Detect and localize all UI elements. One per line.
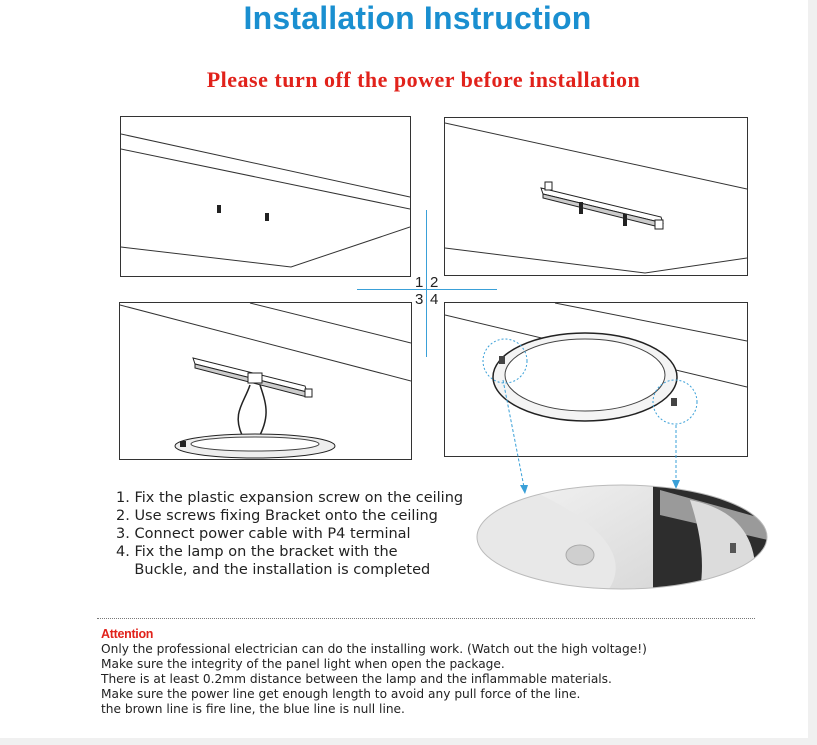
panel-number-3: 3 — [415, 291, 424, 308]
step-4-continued: Buckle, and the installation is completed — [116, 562, 431, 578]
power-warning: Please turn off the power before installation — [206, 67, 641, 92]
panel-number-4: 4 — [430, 291, 439, 308]
step-3: 3. Connect power cable with P4 terminal — [116, 526, 411, 542]
attention-line: Make sure the integrity of the panel light when open the package. — [101, 657, 505, 671]
panel-divider-vertical — [426, 210, 427, 357]
attention-line: the brown line is fire line, the blue line is null line. — [101, 702, 405, 716]
attention-line: Only the professional electrician can do the installing work. (Watch out the high voltage!) — [101, 642, 647, 656]
step-2: 2. Use screws fixing Bracket onto the ceiling — [116, 508, 438, 524]
step-4: 4. Fix the lamp on the bracket with the — [116, 544, 398, 560]
panel-number-1: 1 — [415, 274, 424, 291]
attention-list — [101, 642, 647, 717]
attention-line: There is at least 0.2mm distance between the lamp and the inflammable materials. — [101, 672, 612, 686]
page-title: Installation Instruction — [243, 0, 592, 36]
panel-divider-horizontal — [357, 289, 497, 290]
step-1: 1. Fix the plastic expansion screw on the ceiling — [116, 490, 464, 506]
installation-steps — [116, 489, 463, 579]
panel-number-2: 2 — [430, 274, 439, 291]
attention-line: Make sure the power line get enough length to avoid any pull force of the line. — [101, 687, 581, 701]
attention-heading: Attention — [101, 627, 154, 641]
section-divider — [97, 618, 755, 619]
